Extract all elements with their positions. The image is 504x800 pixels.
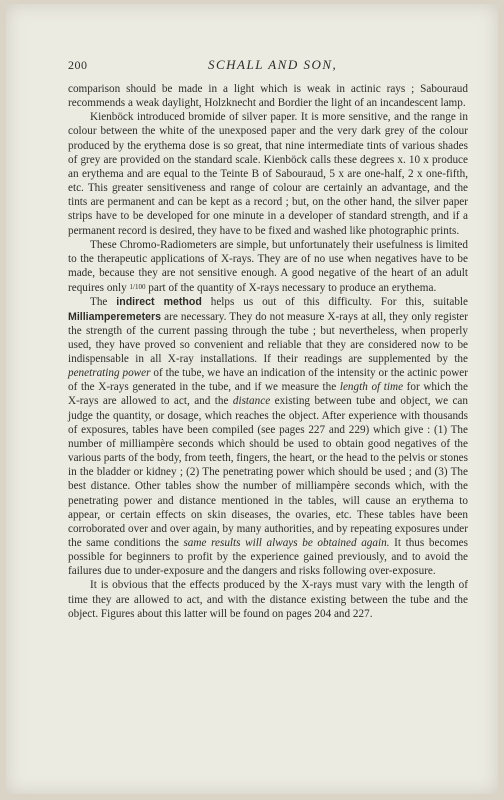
page-number: 200 bbox=[68, 58, 88, 72]
paragraph-4-text-e: for which the X-rays are allowed to act, and the bbox=[68, 381, 468, 408]
paragraph-4-text-b: helps us out of this difficulty. For this, suitable bbox=[201, 296, 469, 309]
body-text bbox=[68, 82, 468, 621]
paragraph-4-text-a: The bbox=[90, 296, 117, 309]
paragraph-4-text-c: are necessary. They do not measure X-rays at all, they only register the strength of the current passing through the tube ; but nevertheless, when properly used, they have proved so convenient and reliable that they are considered now to be indispensable in all X-ray installations. If their readings are supplemented by the bbox=[68, 310, 468, 365]
running-head: SCHALL AND SON, bbox=[208, 57, 338, 72]
paragraph-3-text-a: These Chromo-Radiometers are simple, but unfortunately their usefulness is limited to the therapeutic applications of X-rays. They are of no use when negatives have to be made, because they are not sensitive enough. A good negative of the heart of an adult requires only bbox=[68, 238, 468, 295]
fraction-one-hundredth: 1/100 bbox=[129, 283, 146, 292]
page-header bbox=[68, 58, 468, 74]
term-penetrating-power: penetrating power bbox=[68, 367, 151, 380]
term-indirect-method: indirect method bbox=[116, 296, 202, 309]
term-same-results: same results will always be obtained again. bbox=[183, 537, 390, 549]
term-length-of-time: length of time bbox=[339, 381, 404, 394]
paragraph-1: comparison should be made in a light which is weak in actinic rays ; Sabouraud recommends a weak daylight, Holzknecht and Bordier the light of an incandescent lamp. bbox=[68, 83, 468, 110]
paragraph-4-text-d: of the tube, we have an indication of the intensity or the actinic power of the X-rays generated in the tube, and if we measure the bbox=[68, 367, 468, 394]
paragraph-4-text-f: existing between tube and object, we can judge the quantity, or dosage, which reaches the object. After experience with thousands of exposures, tables have been compiled (see pages 227 and 229) which give : (1) The number of milliampère seconds which should be used to obtain good negatives of the various parts of the body, from teeth, fingers, the heart, or the head to the pelvis or stones in the bladder or kidney ; (2) The penetrating power which should be used ; and (3) The best distance. Other tables show the number of milliampère seconds which, with the penetrating power and distance mentioned in the tables, will cause an erythema to appear, or certain effects on skin diseases, the ovaries, etc. These tables have been corroborated over and over again, by many authorities, and by repeating exposures under the same conditions the bbox=[68, 395, 468, 549]
paragraph-4-text-g: It thus becomes possible for beginners to profit by the experience gained previously, and to avoid the failures due to under-exposure and the dangers and risks following over-exposure. bbox=[68, 537, 469, 578]
paragraph-4 bbox=[68, 295, 468, 578]
book-page bbox=[6, 4, 498, 794]
paragraph-5: It is obvious that the effects produced by the X-rays must vary with the length of time they are allowed to act, and with the distance existing between the tube and the object. Figures about this latter will be found on pages 204 and 227. bbox=[68, 579, 468, 620]
paragraph-3-text-b: part of the quantity of X-rays necessary to produce an erythema. bbox=[145, 282, 437, 295]
term-distance: distance bbox=[232, 395, 271, 408]
paragraph-2: Kienböck introduced bromide of silver paper. It is more sensitive, and the range in colour between the white of the unexposed paper and the very dark grey of the colour produced by the erythema dose is so great, that nine intermediate tints of various shades of grey are provided on the standard scale. Kienböck calls these degrees x. 10 x produce an erythema and are equal to the Teinte B of Sabouraud, 5 x are one-half, 2 x one-fifth, etc. This greater sensitiveness and range of colour are certainly an advantage, and the tints are permanent and can be kept as a record ; but, on the other hand, the silver paper strips have to be developed for one minute in a developer of standard strength, and if a permanent record is desired, they have to be fixed and washed like photographic prints. bbox=[68, 111, 468, 237]
paragraph-3 bbox=[68, 238, 468, 296]
term-milliamperemeters: Milliamperemeters bbox=[68, 310, 162, 323]
